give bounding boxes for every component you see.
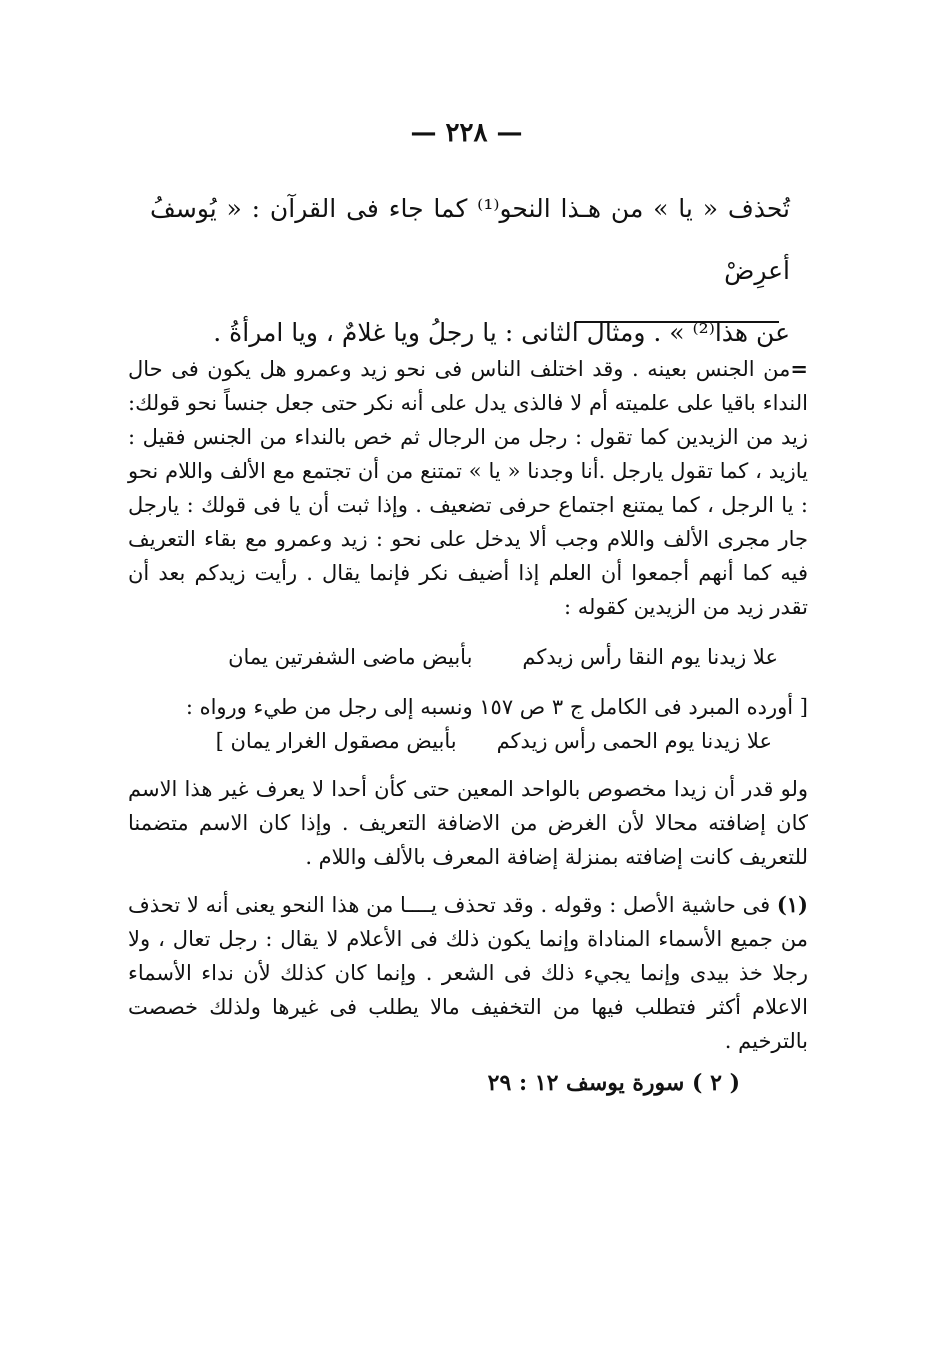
verse-1-hemistich-a: علا زيدنا يوم النقا رأس زيدكم	[522, 645, 778, 669]
footnote-2: ( ٢ ) سورة يوسف ١٢ : ٢٩	[487, 1070, 740, 1096]
bracketed-note	[128, 690, 808, 758]
verse-2-hemistich-b: بأبيض مصقول الغرار يمان ]	[215, 729, 457, 753]
footnote-1	[128, 888, 808, 1058]
bracket-line: [ أورده المبرد فى الكامل ج ٣ ص ١٥٧ ونسبه إلى رجل من طيء ورواه :	[185, 695, 808, 719]
main-text	[150, 178, 790, 364]
verse-2-hemistich-a: علا زيدنا يوم الحمى رأس زيدكم	[496, 729, 772, 753]
verse-line-2	[128, 724, 808, 758]
main-line-2: عن هذا⁽²⁾ » . ومثال الثانى : يا رجلُ ويا غلامٌ ، ويا امرأةُ .	[213, 318, 790, 347]
verse-1-hemistich-b: بأبيض ماضى الشفرتين يمان	[228, 645, 473, 669]
footnote-1-text: فى حاشية الأصل : وقوله . وقد تحذف يــــا من هذا النحو يعنى أنه لا تحذف من جميع الأسماء المناداة وإنما يكون ذلك فى الأعلام لا يقال : رجل تعال ، ولا رجلا خذ بيدى وإنما يجيء ذلك فى الشعر . وإنما كان كذلك لأن نداء الأسماء الاعلام أكثر فتطلب فيها من التخفيف مالا يطلب فى غيرها ولذلك خصصت بالترخيم .	[128, 893, 808, 1053]
main-line-1: تُحذف « يا » من هـذا النحو⁽¹⁾ كما جاء فى القرآن : « يُوسفُ أعرِضْ	[150, 194, 790, 285]
footnote-1-marker: (١)	[776, 892, 808, 917]
continuation-mark: =	[790, 356, 808, 381]
page-number: — ٢٢٨ —	[410, 118, 523, 148]
footnote-continuation-text: من الجنس بعينه . وقد اختلف الناس فى نحو زيد وعمرو هل يكون فى حال النداء باقيا على علميته أم لا فالذى يدل على أنه نكر حتى جعل جنساً نحو قولك: زيد من الزيدين كما تقول : رجل من الرجال ثم خص بالنداء من الجنس فقيل : يازيد ، كما تقول يارجل .أنا وجدنا « يا » تمتنع من أن تجتمع مع الألف واللام نحو : يا الرجل ، كما يمتنع اجتماع حرفى تضعيف . وإذا ثبت أن يا فى قولك : يارجل جار مجرى الألف واللام وجب ألا يدخل على نحو : زيد وعمرو مع بقاء التعريف فيه كما أنهم أجمعوا أن العلم إذا أضيف نكر فإنما يقال . رأيت زيدكم بعد أن تقدر زيد من الزيدين كقوله :	[128, 357, 808, 619]
footnote-divider	[575, 321, 779, 323]
footnote-continuation	[128, 352, 808, 624]
footnotes-section	[128, 352, 808, 1100]
verse-line-1	[128, 640, 808, 674]
footnote-paragraph-2: ولو قدر أن زيدا مخصوص بالواحد المعين حتى كأن أحدا لا يعرف غير هذا الاسم كان إضافته محالا لأن الغرض من الاضافة التعريف . وإذا كان الاسم متضمنا للتعريف كانت إضافته بمنزلة إضافة المعرف بالألف واللام .	[128, 777, 808, 869]
